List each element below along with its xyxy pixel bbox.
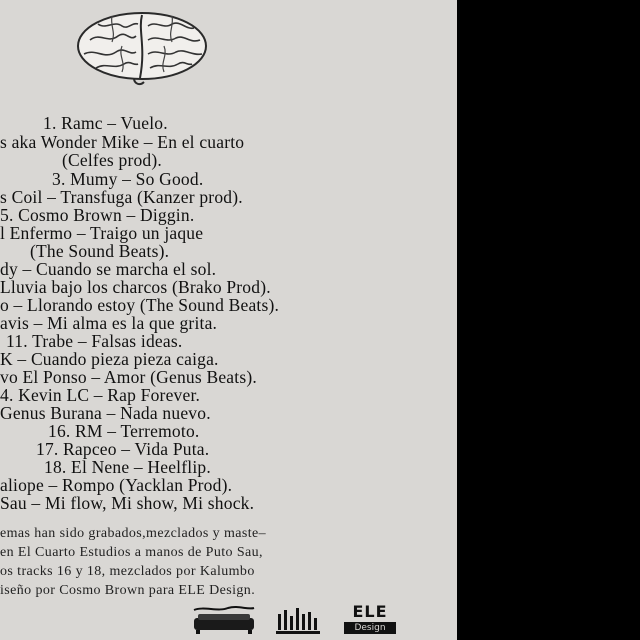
track-line: K – Cuando pieza pieza caiga.: [0, 349, 219, 369]
track-line: aliope – Rompo (Yacklan Prod).: [0, 475, 233, 495]
track-line: 11. Trabe – Falsas ideas.: [6, 331, 183, 351]
track-line: Sau – Mi flow, Mi show, Mi shock.: [0, 493, 255, 513]
ele-design-logo: [338, 604, 402, 636]
track-line: (The Sound Beats).: [30, 241, 170, 261]
track-line: vo El Ponso – Amor (Genus Beats).: [0, 367, 257, 387]
track-line: s Coil – Transfuga (Kanzer prod).: [0, 187, 243, 207]
track-line: 5. Cosmo Brown – Diggin.: [0, 205, 195, 225]
credit-line: iseño por Cosmo Brown para ELE Design.: [0, 583, 256, 598]
track-line: Genus Burana – Nada nuevo.: [0, 403, 211, 423]
track-line: 18. El Nene – Heelflip.: [44, 457, 211, 477]
studio-logo-sofa: [188, 604, 260, 636]
ele-logo-text: ELE: [352, 602, 388, 621]
track-line: 3. Mumy – So Good.: [52, 169, 204, 189]
track-line: avis – Mi alma es la que grita.: [0, 313, 218, 333]
track-line: 16. RM – Terremoto.: [48, 421, 200, 441]
ele-logo-subtext: Design: [344, 622, 396, 634]
logo-row: [188, 604, 408, 638]
track-line: Lluvia bajo los charcos (Brako Prod).: [0, 277, 271, 297]
track-line: 17. Rapceo – Vida Puta.: [36, 439, 210, 459]
track-line: (Celfes prod).: [62, 150, 162, 170]
track-line: 4. Kevin LC – Rap Forever.: [0, 385, 201, 405]
track-line: dy – Cuando se marcha el sol.: [0, 259, 217, 279]
track-line: o – Llorando estoy (The Sound Beats).: [0, 295, 280, 315]
brain-illustration: [72, 6, 212, 88]
track-line: l Enfermo – Traigo un jaque: [0, 223, 204, 243]
track-line: 1. Ramc – Vuelo.: [43, 113, 168, 133]
credit-line: os tracks 16 y 18, mezclados por Kalumbo: [0, 564, 255, 579]
studio-logo-bars: [276, 604, 320, 636]
credit-line: en El Cuarto Estudios a manos de Puto Sau,: [0, 545, 263, 560]
black-side-panel: [457, 0, 640, 640]
track-line: s aka Wonder Mike – En el cuarto: [0, 132, 245, 152]
credit-line: emas han sido grabados,mezclados y maste–: [0, 526, 266, 541]
